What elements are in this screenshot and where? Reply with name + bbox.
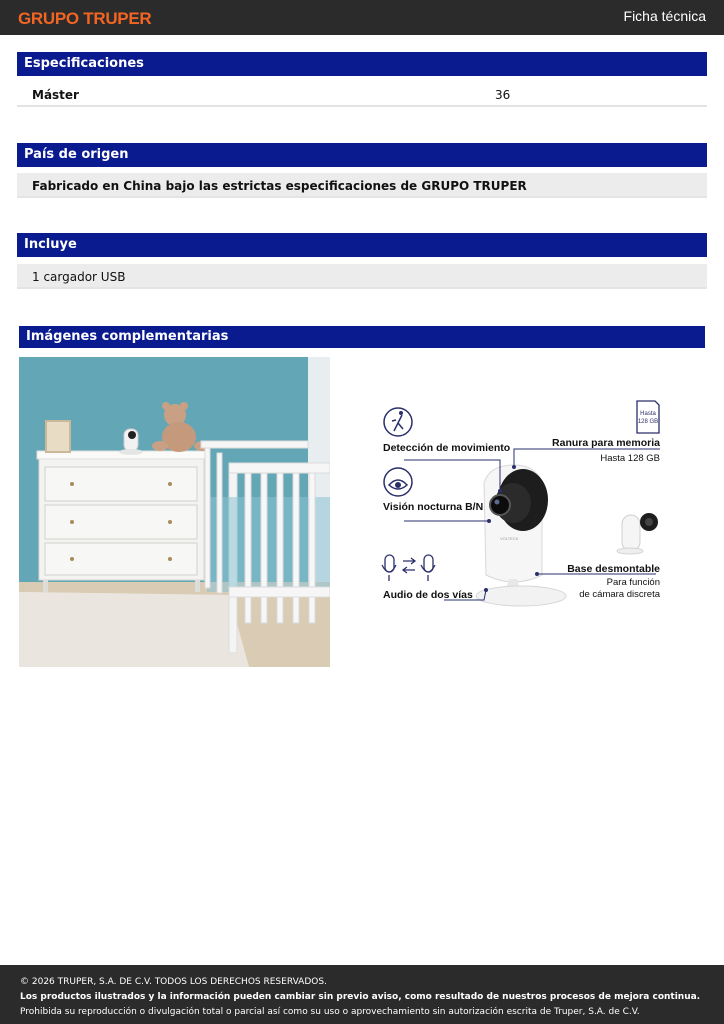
- svg-text:VOLTECK: VOLTECK: [500, 536, 519, 541]
- detachable-base-sub-1: Para función: [606, 577, 660, 588]
- spec-key: Máster: [32, 88, 79, 102]
- disclaimer-text: Los productos ilustrados y la información pueden cambiar sin previo aviso, como resultado de nuestros procesos de mejora continua.: [20, 992, 701, 1002]
- images-section-header: Imágenes complementarias: [19, 326, 705, 348]
- origin-section-header: País de origen: [17, 143, 707, 167]
- camera-infographic: [374, 393, 670, 615]
- includes-section-header: Incluye: [17, 233, 707, 257]
- includes-row: [17, 264, 707, 289]
- copyright-text: © 2026 TRUPER, S.A. DE C.V. TODOS LOS DERECHOS RESERVADOS.: [20, 977, 327, 987]
- night-vision-label: Visión nocturna B/N: [383, 501, 484, 513]
- origin-text: Fabricado en China bajo las estrictas especificaciones de GRUPO TRUPER: [32, 179, 527, 193]
- nursery-photo: [19, 357, 330, 667]
- spec-row: [17, 82, 707, 107]
- reproduction-notice: Prohibida su reproducción o divulgación total o parcial así como su uso o aprovechamiento sin autorización escrita de Truper, S.A. de C.V.: [20, 1007, 640, 1017]
- detachable-base-label: Base desmontable: [567, 563, 660, 575]
- memory-card-icon: [637, 401, 659, 433]
- camera-product-image: [476, 465, 566, 606]
- specs-section-header: Especificaciones: [17, 52, 707, 76]
- svg-text:Hasta: Hasta: [640, 411, 656, 417]
- two-way-audio-label: Audio de dos vías: [383, 589, 473, 601]
- two-way-audio-icon: [382, 555, 435, 581]
- memory-slot-label: Ranura para memoria: [552, 437, 660, 449]
- detachable-base-sub-2: de cámara discreta: [579, 589, 660, 600]
- spec-value: 36: [495, 88, 511, 102]
- top-bar: [0, 0, 724, 35]
- night-vision-icon: [384, 468, 412, 496]
- memory-slot-sub: Hasta 128 GB: [600, 453, 660, 464]
- footer: [0, 965, 724, 1024]
- motion-detection-icon: [384, 408, 412, 436]
- includes-text: 1 cargador USB: [32, 270, 126, 284]
- detachable-base-icon: [617, 513, 658, 554]
- document-type-label: Ficha técnica: [623, 8, 706, 24]
- origin-row: [17, 173, 707, 198]
- motion-detection-label: Detección de movimiento: [383, 442, 511, 454]
- svg-text:128 GB: 128 GB: [637, 419, 659, 425]
- brand-logo: GRUPO TRUPER: [18, 9, 152, 28]
